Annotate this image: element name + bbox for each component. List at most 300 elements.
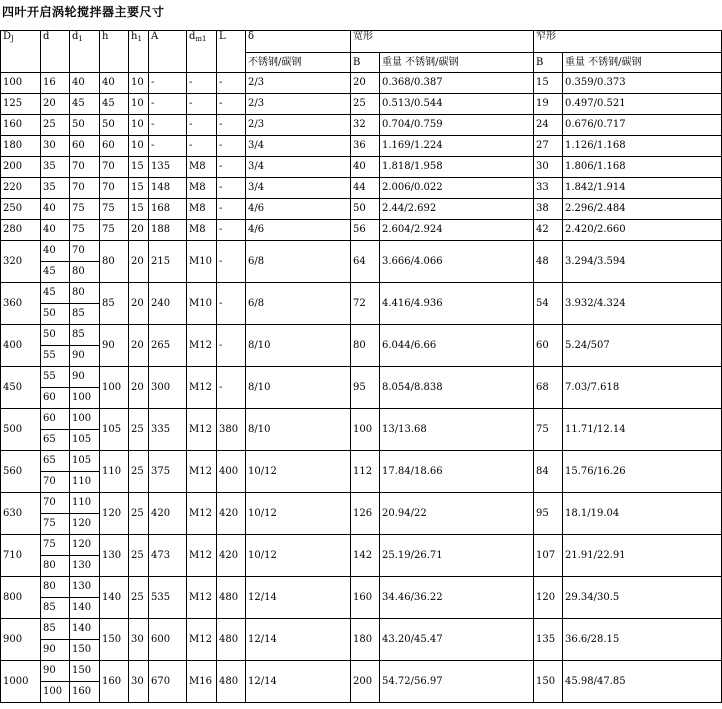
cell-delta: 3/4 <box>246 136 351 157</box>
cell-narrow-b: 75 <box>534 409 563 451</box>
cell-wide-weight: 2.44/2.692 <box>380 199 534 220</box>
cell-narrow-b: 30 <box>534 157 563 178</box>
cell-wide-b: 95 <box>351 367 380 409</box>
cell-d: 20 <box>41 94 70 115</box>
cell-h: 75 <box>100 199 129 220</box>
cell-wide-weight: 13/13.68 <box>380 409 534 451</box>
cell-h1: 25 <box>129 409 149 451</box>
cell-l: 400 <box>217 451 246 493</box>
cell-d1: 160 <box>70 682 100 703</box>
cell-a: 148 <box>149 178 187 199</box>
cell-narrow-weight: 18.1/19.04 <box>563 493 722 535</box>
cell-dj: 900 <box>1 619 41 661</box>
cell-delta: 4/6 <box>246 199 351 220</box>
cell-wide-b: 112 <box>351 451 380 493</box>
cell-d1: 45 <box>70 94 100 115</box>
narrow-b-header: B <box>534 53 563 73</box>
cell-d1: 100 <box>70 409 100 430</box>
cell-d: 85 <box>41 598 70 619</box>
cell-wide-b: 25 <box>351 94 380 115</box>
cell-narrow-weight: 7.03/7.618 <box>563 367 722 409</box>
table-row <box>1 325 722 346</box>
cell-d: 55 <box>41 367 70 388</box>
cell-h: 150 <box>100 619 129 661</box>
cell-l: 380 <box>217 409 246 451</box>
cell-h1: 20 <box>129 367 149 409</box>
cell-l: - <box>217 199 246 220</box>
cell-d1: 140 <box>70 619 100 640</box>
cell-h: 85 <box>100 283 129 325</box>
table-row <box>1 115 722 136</box>
cell-narrow-b: 95 <box>534 493 563 535</box>
dimensions-table <box>0 30 722 703</box>
cell-dm1: M12 <box>187 577 217 619</box>
cell-h: 105 <box>100 409 129 451</box>
table-row <box>1 157 722 178</box>
cell-delta: 10/12 <box>246 493 351 535</box>
cell-wide-weight: 2.604/2.924 <box>380 220 534 241</box>
cell-h1: 15 <box>129 199 149 220</box>
cell-d: 45 <box>41 283 70 304</box>
cell-dm1: M8 <box>187 220 217 241</box>
cell-narrow-b: 27 <box>534 136 563 157</box>
cell-a: - <box>149 94 187 115</box>
cell-wide-weight: 3.666/4.066 <box>380 241 534 283</box>
cell-h: 45 <box>100 94 129 115</box>
cell-dj: 630 <box>1 493 41 535</box>
cell-narrow-b: 135 <box>534 619 563 661</box>
cell-wide-b: 32 <box>351 115 380 136</box>
cell-delta: 2/3 <box>246 115 351 136</box>
cell-h1: 30 <box>129 619 149 661</box>
cell-l: 420 <box>217 535 246 577</box>
cell-d: 50 <box>41 304 70 325</box>
table-row <box>1 283 722 304</box>
cell-l: - <box>217 241 246 283</box>
cell-d: 70 <box>41 493 70 514</box>
cell-d: 90 <box>41 640 70 661</box>
cell-narrow-b: 33 <box>534 178 563 199</box>
cell-d1: 85 <box>70 325 100 346</box>
cell-delta: 3/4 <box>246 178 351 199</box>
cell-narrow-weight: 1.806/1.168 <box>563 157 722 178</box>
cell-d1: 105 <box>70 430 100 451</box>
cell-wide-b: 200 <box>351 661 380 703</box>
cell-dm1: M12 <box>187 451 217 493</box>
cell-d: 85 <box>41 619 70 640</box>
cell-wide-b: 72 <box>351 283 380 325</box>
table-row <box>1 136 722 157</box>
cell-narrow-b: 48 <box>534 241 563 283</box>
cell-d: 40 <box>41 241 70 262</box>
cell-a: 335 <box>149 409 187 451</box>
cell-h1: 10 <box>129 115 149 136</box>
cell-d1: 120 <box>70 535 100 556</box>
cell-d: 80 <box>41 556 70 577</box>
narrow-type-header: 窄形 <box>534 31 722 53</box>
cell-wide-b: 80 <box>351 325 380 367</box>
cell-narrow-b: 120 <box>534 577 563 619</box>
cell-d1: 150 <box>70 640 100 661</box>
cell-d1: 90 <box>70 367 100 388</box>
cell-wide-b: 20 <box>351 73 380 94</box>
table-title: 四叶开启涡轮搅拌器主要尺寸 <box>2 5 165 19</box>
cell-l: - <box>217 178 246 199</box>
cell-l: 480 <box>217 619 246 661</box>
col-a-header: A <box>149 31 187 73</box>
cell-d1: 70 <box>70 241 100 262</box>
cell-wide-weight: 8.054/8.838 <box>380 367 534 409</box>
table-row <box>1 367 722 388</box>
cell-a: 300 <box>149 367 187 409</box>
cell-narrow-weight: 0.497/0.521 <box>563 94 722 115</box>
cell-wide-weight: 34.46/36.22 <box>380 577 534 619</box>
cell-dm1: M16 <box>187 661 217 703</box>
cell-a: 265 <box>149 325 187 367</box>
cell-d: 60 <box>41 388 70 409</box>
cell-delta: 8/10 <box>246 367 351 409</box>
table-row <box>1 73 722 94</box>
cell-wide-weight: 54.72/56.97 <box>380 661 534 703</box>
cell-h1: 15 <box>129 157 149 178</box>
cell-l: - <box>217 136 246 157</box>
cell-dm1: M12 <box>187 367 217 409</box>
table-row <box>1 199 722 220</box>
cell-d: 65 <box>41 430 70 451</box>
cell-d1: 60 <box>70 136 100 157</box>
cell-delta: 12/14 <box>246 619 351 661</box>
cell-h1: 20 <box>129 220 149 241</box>
cell-l: - <box>217 73 246 94</box>
table-row <box>1 409 722 430</box>
cell-narrow-b: 54 <box>534 283 563 325</box>
cell-delta: 2/3 <box>246 94 351 115</box>
col-l-header: L <box>217 31 246 73</box>
cell-delta: 2/3 <box>246 73 351 94</box>
cell-d: 70 <box>41 472 70 493</box>
cell-h: 160 <box>100 661 129 703</box>
cell-wide-weight: 25.19/26.71 <box>380 535 534 577</box>
cell-d1: 90 <box>70 346 100 367</box>
cell-a: 600 <box>149 619 187 661</box>
cell-d1: 80 <box>70 283 100 304</box>
cell-dj: 360 <box>1 283 41 325</box>
cell-l: - <box>217 115 246 136</box>
cell-h1: 15 <box>129 178 149 199</box>
cell-h: 100 <box>100 367 129 409</box>
cell-narrow-weight: 0.676/0.717 <box>563 115 722 136</box>
cell-narrow-b: 60 <box>534 325 563 367</box>
cell-dj: 320 <box>1 241 41 283</box>
cell-delta: 6/8 <box>246 283 351 325</box>
cell-narrow-b: 42 <box>534 220 563 241</box>
cell-h1: 25 <box>129 535 149 577</box>
cell-d: 30 <box>41 136 70 157</box>
cell-dm1: M8 <box>187 157 217 178</box>
cell-h: 50 <box>100 115 129 136</box>
table-row <box>1 451 722 472</box>
cell-narrow-weight: 45.98/47.85 <box>563 661 722 703</box>
cell-narrow-weight: 2.420/2.660 <box>563 220 722 241</box>
cell-l: - <box>217 94 246 115</box>
cell-a: 188 <box>149 220 187 241</box>
cell-h: 70 <box>100 178 129 199</box>
cell-wide-weight: 1.818/1.958 <box>380 157 534 178</box>
cell-delta: 8/10 <box>246 409 351 451</box>
cell-dm1: - <box>187 136 217 157</box>
col-dj-header: $D_J$ <box>1 31 41 73</box>
wide-type-header: 宽形 <box>351 31 534 53</box>
narrow-weight-header: 重量 不锈钢/碳钢 <box>563 53 722 73</box>
cell-h1: 10 <box>129 73 149 94</box>
cell-l: - <box>217 157 246 178</box>
cell-wide-weight: 17.84/18.66 <box>380 451 534 493</box>
cell-a: 420 <box>149 493 187 535</box>
cell-d1: 50 <box>70 115 100 136</box>
cell-dj: 250 <box>1 199 41 220</box>
cell-l: - <box>217 220 246 241</box>
cell-dm1: - <box>187 94 217 115</box>
cell-wide-b: 40 <box>351 157 380 178</box>
cell-wide-b: 126 <box>351 493 380 535</box>
cell-d1: 80 <box>70 262 100 283</box>
cell-dm1: M8 <box>187 199 217 220</box>
cell-wide-b: 56 <box>351 220 380 241</box>
cell-h1: 20 <box>129 325 149 367</box>
cell-dj: 160 <box>1 115 41 136</box>
cell-narrow-weight: 36.6/28.15 <box>563 619 722 661</box>
cell-dj: 200 <box>1 157 41 178</box>
cell-wide-b: 36 <box>351 136 380 157</box>
cell-d: 25 <box>41 115 70 136</box>
cell-delta: 4/6 <box>246 220 351 241</box>
cell-delta: 6/8 <box>246 241 351 283</box>
cell-delta: 10/12 <box>246 451 351 493</box>
cell-wide-weight: 43.20/45.47 <box>380 619 534 661</box>
cell-d: 35 <box>41 178 70 199</box>
table-row <box>1 619 722 640</box>
cell-delta: 3/4 <box>246 157 351 178</box>
cell-wide-weight: 0.704/0.759 <box>380 115 534 136</box>
cell-narrow-weight: 1.842/1.914 <box>563 178 722 199</box>
table-row <box>1 94 722 115</box>
cell-l: - <box>217 283 246 325</box>
cell-narrow-b: 84 <box>534 451 563 493</box>
cell-narrow-weight: 15.76/16.26 <box>563 451 722 493</box>
cell-narrow-b: 150 <box>534 661 563 703</box>
cell-h1: 25 <box>129 451 149 493</box>
cell-dm1: M10 <box>187 241 217 283</box>
cell-l: 420 <box>217 493 246 535</box>
cell-narrow-weight: 3.294/3.594 <box>563 241 722 283</box>
cell-h: 80 <box>100 241 129 283</box>
cell-d1: 75 <box>70 199 100 220</box>
cell-dm1: M12 <box>187 409 217 451</box>
table-body <box>1 73 722 703</box>
cell-h: 40 <box>100 73 129 94</box>
cell-narrow-b: 15 <box>534 73 563 94</box>
cell-dj: 100 <box>1 73 41 94</box>
cell-wide-weight: 4.416/4.936 <box>380 283 534 325</box>
cell-narrow-weight: 3.932/4.324 <box>563 283 722 325</box>
cell-a: 168 <box>149 199 187 220</box>
table-row <box>1 535 722 556</box>
cell-d: 45 <box>41 262 70 283</box>
cell-a: 240 <box>149 283 187 325</box>
cell-d: 60 <box>41 409 70 430</box>
cell-h1: 25 <box>129 493 149 535</box>
cell-h1: 20 <box>129 241 149 283</box>
cell-delta: 8/10 <box>246 325 351 367</box>
cell-narrow-weight: 5.24/507 <box>563 325 722 367</box>
cell-a: 135 <box>149 157 187 178</box>
cell-delta: 10/12 <box>246 535 351 577</box>
cell-d1: 70 <box>70 157 100 178</box>
cell-wide-weight: 2.006/0.022 <box>380 178 534 199</box>
cell-wide-b: 180 <box>351 619 380 661</box>
cell-narrow-weight: 11.71/12.14 <box>563 409 722 451</box>
cell-d1: 70 <box>70 178 100 199</box>
cell-dj: 1000 <box>1 661 41 703</box>
cell-dj: 220 <box>1 178 41 199</box>
cell-l: - <box>217 325 246 367</box>
cell-d: 100 <box>41 682 70 703</box>
cell-d1: 110 <box>70 493 100 514</box>
cell-h: 140 <box>100 577 129 619</box>
cell-d: 16 <box>41 73 70 94</box>
wide-b-header: B <box>351 53 380 73</box>
cell-dm1: - <box>187 115 217 136</box>
cell-wide-b: 160 <box>351 577 380 619</box>
cell-dj: 450 <box>1 367 41 409</box>
cell-narrow-b: 19 <box>534 94 563 115</box>
cell-d: 40 <box>41 199 70 220</box>
cell-dj: 560 <box>1 451 41 493</box>
cell-a: 375 <box>149 451 187 493</box>
cell-dj: 800 <box>1 577 41 619</box>
cell-h1: 20 <box>129 283 149 325</box>
cell-h: 90 <box>100 325 129 367</box>
cell-wide-weight: 1.169/1.224 <box>380 136 534 157</box>
table-row <box>1 241 722 262</box>
cell-dm1: M10 <box>187 283 217 325</box>
cell-d1: 150 <box>70 661 100 682</box>
cell-dj: 500 <box>1 409 41 451</box>
cell-dm1: M12 <box>187 619 217 661</box>
cell-d: 80 <box>41 577 70 598</box>
cell-narrow-weight: 21.91/22.91 <box>563 535 722 577</box>
cell-wide-weight: 20.94/22 <box>380 493 534 535</box>
cell-a: 535 <box>149 577 187 619</box>
cell-a: - <box>149 115 187 136</box>
cell-l: 480 <box>217 661 246 703</box>
cell-dj: 180 <box>1 136 41 157</box>
cell-wide-b: 44 <box>351 178 380 199</box>
cell-h: 70 <box>100 157 129 178</box>
cell-dm1: M12 <box>187 535 217 577</box>
cell-narrow-weight: 1.126/1.168 <box>563 136 722 157</box>
cell-dm1: M8 <box>187 178 217 199</box>
cell-l: - <box>217 367 246 409</box>
cell-d: 75 <box>41 514 70 535</box>
table-row <box>1 493 722 514</box>
cell-d1: 105 <box>70 451 100 472</box>
cell-d1: 120 <box>70 514 100 535</box>
cell-l: 480 <box>217 577 246 619</box>
cell-a: - <box>149 73 187 94</box>
col-delta-header: δ <box>246 31 351 53</box>
cell-dm1: M12 <box>187 493 217 535</box>
header-row-1 <box>1 31 722 53</box>
cell-dj: 125 <box>1 94 41 115</box>
cell-d1: 40 <box>70 73 100 94</box>
col-h-header: h <box>100 31 129 73</box>
cell-wide-weight: 0.368/0.387 <box>380 73 534 94</box>
cell-d1: 130 <box>70 556 100 577</box>
cell-h: 130 <box>100 535 129 577</box>
cell-a: 473 <box>149 535 187 577</box>
cell-dm1: M12 <box>187 325 217 367</box>
cell-delta: 12/14 <box>246 577 351 619</box>
col-h1-header: $h_1$ <box>129 31 149 73</box>
cell-h: 60 <box>100 136 129 157</box>
cell-narrow-weight: 29.34/30.5 <box>563 577 722 619</box>
cell-h1: 25 <box>129 577 149 619</box>
cell-d: 35 <box>41 157 70 178</box>
cell-wide-weight: 6.044/6.66 <box>380 325 534 367</box>
cell-d: 55 <box>41 346 70 367</box>
cell-narrow-b: 24 <box>534 115 563 136</box>
cell-d1: 75 <box>70 220 100 241</box>
col-d-header: d <box>41 31 70 73</box>
cell-h1: 30 <box>129 661 149 703</box>
cell-d1: 85 <box>70 304 100 325</box>
cell-d: 50 <box>41 325 70 346</box>
wide-weight-header: 重量 不锈钢/碳钢 <box>380 53 534 73</box>
cell-d: 75 <box>41 535 70 556</box>
cell-wide-b: 64 <box>351 241 380 283</box>
cell-h1: 10 <box>129 136 149 157</box>
cell-h: 110 <box>100 451 129 493</box>
cell-h1: 10 <box>129 94 149 115</box>
cell-dj: 710 <box>1 535 41 577</box>
cell-wide-weight: 0.513/0.544 <box>380 94 534 115</box>
cell-d1: 130 <box>70 577 100 598</box>
cell-h: 75 <box>100 220 129 241</box>
col-dm1-header: $d_{m1}$ <box>187 31 217 73</box>
cell-wide-b: 142 <box>351 535 380 577</box>
table-row <box>1 220 722 241</box>
cell-dj: 400 <box>1 325 41 367</box>
cell-narrow-b: 38 <box>534 199 563 220</box>
cell-d1: 100 <box>70 388 100 409</box>
col-d1-header: $d_1$ <box>70 31 100 73</box>
cell-narrow-b: 107 <box>534 535 563 577</box>
table-row <box>1 577 722 598</box>
cell-narrow-b: 68 <box>534 367 563 409</box>
cell-wide-b: 100 <box>351 409 380 451</box>
cell-narrow-weight: 2.296/2.484 <box>563 199 722 220</box>
cell-dj: 280 <box>1 220 41 241</box>
cell-d1: 140 <box>70 598 100 619</box>
cell-delta: 12/14 <box>246 661 351 703</box>
cell-a: - <box>149 136 187 157</box>
cell-a: 670 <box>149 661 187 703</box>
cell-dm1: - <box>187 73 217 94</box>
cell-narrow-weight: 0.359/0.373 <box>563 73 722 94</box>
cell-wide-b: 50 <box>351 199 380 220</box>
cell-d1: 110 <box>70 472 100 493</box>
